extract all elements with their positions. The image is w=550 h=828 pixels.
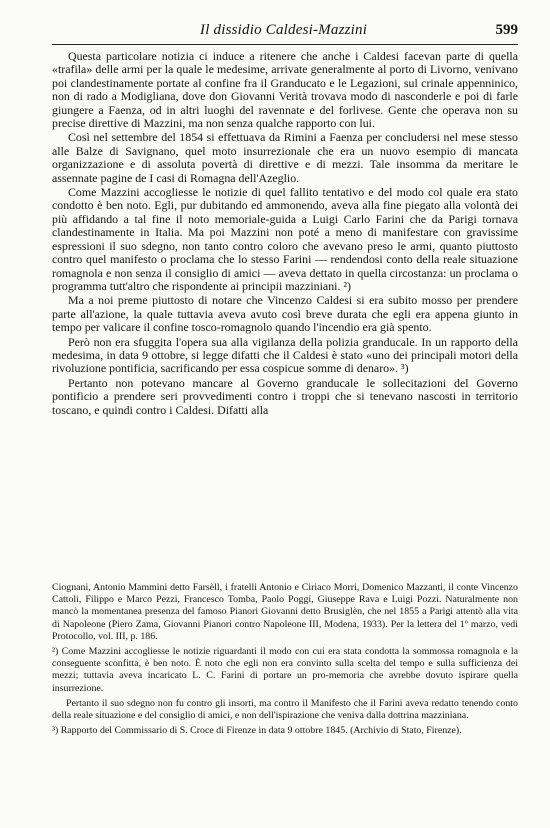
- paragraph: Come Mazzini accogliesse le notizie di quel fallito tentativo e del modo col quale era stato condotto è ben noto. Egli, pur dubitando ed ammonendo, aveva alla fine piegato alla volontà dei più affidando a tal fine il noto memoriale-guida a Luigi Carlo Farini che da Parigi tornava clandestinamente in Italia. Ma poi Mazzini non poté a meno di manifestare con gravissime espressioni il suo sdegno, non tanto contro coloro che avevano preso le armi, quanto piuttosto contro quel manifesto o proclama che lo stesso Farini — rendendosi conto della reale situazione romagnola e non senza il consiglio di amici — aveva dettato in quella circostanza: un proclama o programma tutt'altro che rispondente ai principii mazziniani. ²): [52, 185, 518, 293]
- page-number: 599: [495, 22, 518, 38]
- body-text: [52, 50, 518, 418]
- footnote: ³) Rapporto del Commissario di S. Croce di Firenze in data 9 ottobre 1845. (Archivio di Stato, Firenze).: [52, 725, 462, 737]
- paragraph: Questa particolare notizia ci induce a ritenere che anche i Caldesi facevan parte di quella «trafila» delle armi per la quale le medesime, arrivate generalmente al porto di Livorno, venivano poi clandestinamente portate al confine fra il Granducato e le Legazioni, sul crinale appenninico, non di rado a Modigliana, dove don Giovanni Verità trovava modo di nasconderle e poi di farle giungere a Faenza, od in altri luoghi del ravennate e del forlivese. Gente che operava non su precise direttive di Mazzini, ma non senza qualche rapporto con lui.: [52, 49, 518, 131]
- footnote: Ciognani, Antonio Mammini detto Farsèll, i fratelli Antonio e Ciriaco Morri, Domenico Mazzanti, il conte Vincenzo Cattoli, Filippo e Marco Pezzi, Francesco Tomba, Paolo Poggi, Giuseppe Rava e Luigi Pozzi. Naturalmente non mancò la momentanea presenza del famoso Pianori Giovanni detto Brusiglèn, che nel 1855 a Parigi attentò alla vita di Napoleone (Piero Zama, Giovanni Pianori contro Napoleone III, Modena, 1933). Per la lettera del 1º marzo, vedi Protocollo, vol. III, p. 186.: [52, 582, 518, 642]
- running-title: Il dissidio Caldesi-Mazzini: [200, 22, 368, 38]
- page-header: [52, 22, 518, 42]
- footnote: Pertanto il suo sdegno non fu contro gli insorti, ma contro il Manifesto che il Farini aveva redatto tenendo conto della reale situazione e del consiglio di amici, e non dell'ispirazione che veniva dalla dottrina mazziniana.: [52, 697, 518, 722]
- footnotes: [52, 582, 518, 740]
- paragraph: Così nel settembre del 1854 si effettuava da Rimini a Faenza per concludersi nel mese stesso alle Balze di Savignano, quel moto insurrezionale che era un nuovo esempio di mancata organizzazione e di assoluta povertà di direttive e di mezzi. Tale insomma da meritare le assennate pagine de I casi di Romagna dell'Azeglio.: [52, 130, 518, 185]
- footnote: ²) Come Mazzini accogliesse le notizie riguardanti il modo con cui era stata condotta la sommossa romagnola e la conseguente sconfitta, è ben noto. È noto che egli non era convinto sulla scelta del tempo e sulla sufficienza dei mezzi; tuttavia aveva incaricato L. C. Farini di portare un pro-memoria che avrebbe dovuto ispirare quella insurrezione.: [52, 646, 518, 694]
- paragraph: Pertanto non potevano mancare al Governo granducale le sollecitazioni del Governo pontificio a prendere seri provvedimenti contro i troppi che si tenevano nascosti in territorio toscano, e quindi contro i Caldesi. Difatti alla: [52, 375, 518, 417]
- paragraph: Però non era sfuggita l'opera sua alla vigilanza della polizia granducale. In un rapporto della medesima, in data 9 ottobre, si legge difatti che il Caldesi è stato «uno dei principali motori della rivoluzione pontificia, sacrificando per essa cospicue somme di denaro». ³): [52, 334, 518, 376]
- header-rule: [52, 44, 518, 45]
- paragraph: Ma a noi preme piuttosto di notare che Vincenzo Caldesi si era subito mosso per prendere parte all'azione, la quale tuttavia aveva avuto così breve durata che egli era appena giunto in tempo per valicare il confine tosco-romagnolo quando l'incendio era già spento.: [52, 293, 518, 335]
